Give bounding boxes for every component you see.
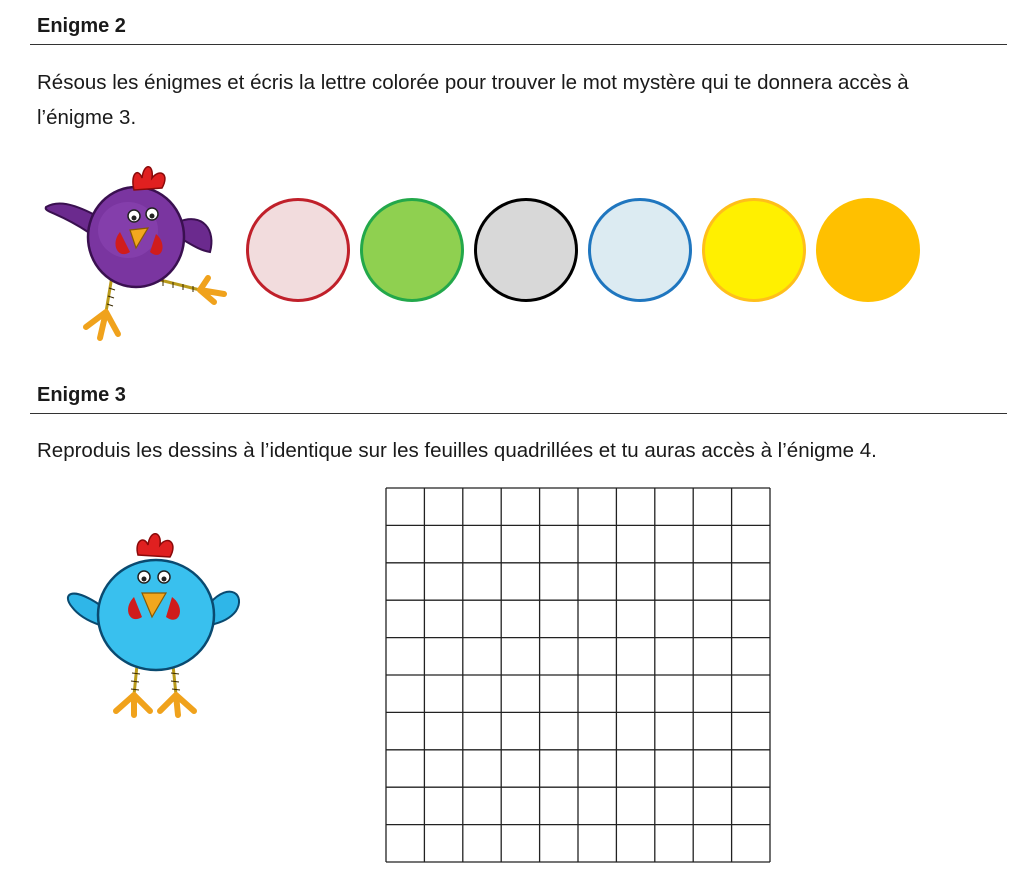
enigme-2-instructions: Résous les énigmes et écris la lettre colorée pour trouver le mot mystère qui te donnera accès à l’énigme 3. [37,71,909,129]
enigme-2-divider [30,44,1007,45]
color-circle-orange [816,198,920,302]
color-circle-light-blue [588,198,692,302]
color-circle-grey [474,198,578,302]
enigme-3-title: Enigme 3 [37,384,126,406]
drawing-grid [385,487,771,863]
blue-hen-icon [60,515,250,725]
color-circle-yellow [702,198,806,302]
enigme-3-instructions: Reproduis les dessins à l’identique sur les feuilles quadrillées et tu auras accès à l’énigme 4. [37,439,877,462]
color-circle-green [360,198,464,302]
color-circle-red [246,198,350,302]
enigme-3-divider [30,413,1007,414]
purple-hen-icon [38,152,230,352]
enigme-2-title: Enigme 2 [37,15,126,37]
